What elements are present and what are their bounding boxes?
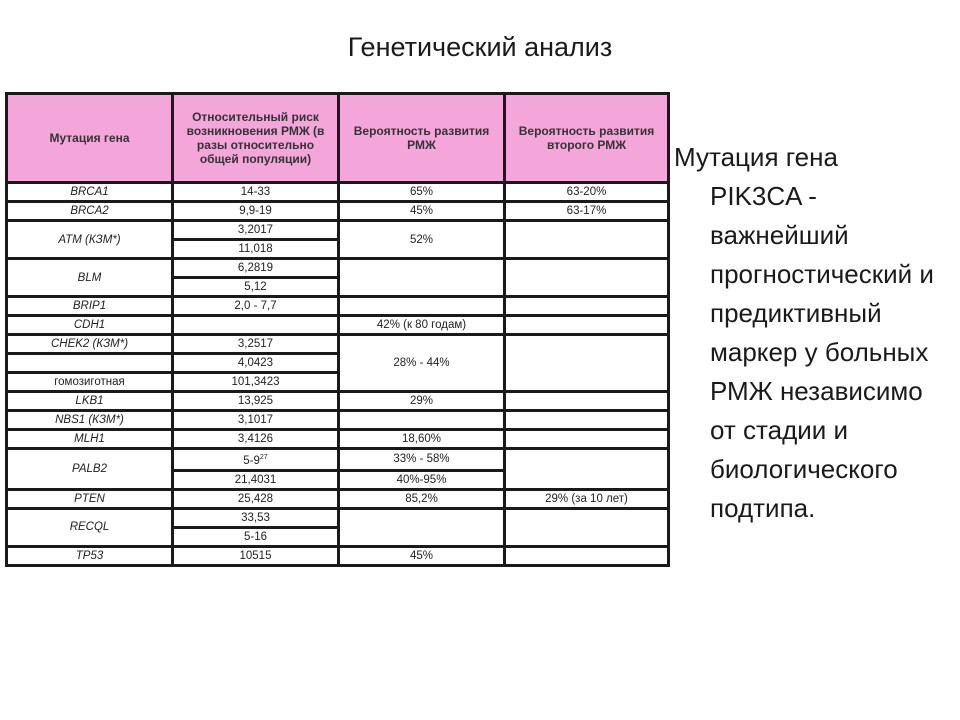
risk-cell: 4,0423 (173, 354, 339, 373)
second-probability-cell (505, 259, 669, 297)
probability-cell (339, 411, 505, 430)
risk-cell: 5,12 (173, 278, 339, 297)
probability-cell: 33% - 58% (339, 449, 505, 471)
table-row (7, 411, 669, 430)
risk-cell: 14-33 (173, 183, 339, 202)
risk-cell: 2,0 - 7,7 (173, 297, 339, 316)
table-row (7, 297, 669, 316)
gene-cell: LKB1 (7, 392, 173, 411)
probability-cell: 52% (339, 221, 505, 259)
risk-cell (173, 449, 339, 471)
gene-cell: BRIP1 (7, 297, 173, 316)
header-probability: Вероятность развития РМЖ (339, 94, 505, 183)
table-header-row (7, 94, 669, 183)
gene-cell: PTEN (7, 489, 173, 508)
probability-cell: 18,60% (339, 430, 505, 449)
probability-cell: 42% (к 80 годам) (339, 316, 505, 335)
gene-cell: CDH1 (7, 316, 173, 335)
second-probability-cell (505, 411, 669, 430)
gene-cell: ATM (КЗМ*) (7, 221, 173, 259)
table-row (7, 508, 669, 527)
table-row (7, 546, 669, 565)
table-row (7, 430, 669, 449)
gene-cell: BLM (7, 259, 173, 297)
second-probability-cell (505, 449, 669, 490)
header-gene: Мутация гена (7, 94, 173, 183)
probability-cell (339, 508, 505, 546)
gene-cell: RECQL (7, 508, 173, 546)
probability-cell: 40%-95% (339, 470, 505, 489)
risk-cell: 6,2819 (173, 259, 339, 278)
table-row (7, 183, 669, 202)
risk-cell: 21,4031 (173, 470, 339, 489)
second-probability-cell: 63-20% (505, 183, 669, 202)
slide-title: Генетический анализ (347, 32, 613, 62)
table-row (7, 316, 669, 335)
gene-cell: BRCA2 (7, 202, 173, 221)
table-row (7, 449, 669, 471)
probability-cell (339, 259, 505, 297)
second-probability-cell (505, 392, 669, 411)
second-probability-cell (505, 316, 669, 335)
side-text (674, 138, 954, 528)
risk-cell: 10515 (173, 546, 339, 565)
header-relative-risk: Относительный риск возникновения РМЖ (в разы относительно общей популяции) (173, 94, 339, 183)
gene-cell: MLH1 (7, 430, 173, 449)
table-row (7, 202, 669, 221)
second-probability-cell (505, 546, 669, 565)
second-probability-cell (505, 297, 669, 316)
probability-cell: 65% (339, 183, 505, 202)
risk-cell: 13,925 (173, 392, 339, 411)
genetic-table (5, 92, 670, 567)
probability-cell: 29% (339, 392, 505, 411)
risk-cell: 11,018 (173, 240, 339, 259)
risk-value: 5-9 (243, 454, 260, 467)
risk-cell: 3,2517 (173, 335, 339, 354)
table-row (7, 392, 669, 411)
risk-cell: 5-16 (173, 527, 339, 546)
second-probability-cell: 29% (за 10 лет) (505, 489, 669, 508)
risk-cell: 3,1017 (173, 411, 339, 430)
risk-cell: 101,3423 (173, 373, 339, 392)
risk-superscript: 27 (259, 454, 268, 461)
second-probability-cell (505, 508, 669, 546)
probability-cell: 28% - 44% (339, 335, 505, 392)
side-text-body: PIK3CA - важнейший прогностический и предиктивный маркер у больных РМЖ независимо от стадии и биологического подтипа. (710, 181, 934, 523)
second-probability-cell (505, 221, 669, 259)
probability-cell: 85,2% (339, 489, 505, 508)
table-row (7, 221, 669, 240)
risk-cell: 9,9-19 (173, 202, 339, 221)
risk-cell (173, 316, 339, 335)
risk-cell: 3,2017 (173, 221, 339, 240)
risk-cell: 33,53 (173, 508, 339, 527)
gene-cell: гомозиготная (7, 373, 173, 392)
second-probability-cell (505, 335, 669, 392)
probability-cell (339, 297, 505, 316)
probability-cell: 45% (339, 202, 505, 221)
table-row (7, 335, 669, 354)
probability-cell: 45% (339, 546, 505, 565)
gene-cell: NBS1 (КЗМ*) (7, 411, 173, 430)
gene-cell: BRCA1 (7, 183, 173, 202)
risk-cell: 3,4126 (173, 430, 339, 449)
gene-cell: TP53 (7, 546, 173, 565)
table-row (7, 489, 669, 508)
table-row (7, 259, 669, 278)
gene-cell: PALB2 (7, 449, 173, 490)
second-probability-cell (505, 430, 669, 449)
header-second-probability: Вероятность развития второго РМЖ (505, 94, 669, 183)
gene-cell (7, 354, 173, 373)
side-text-first-line: Мутация гена (674, 142, 838, 172)
gene-cell: CHEK2 (КЗМ*) (7, 335, 173, 354)
second-probability-cell: 63-17% (505, 202, 669, 221)
risk-cell: 25,428 (173, 489, 339, 508)
